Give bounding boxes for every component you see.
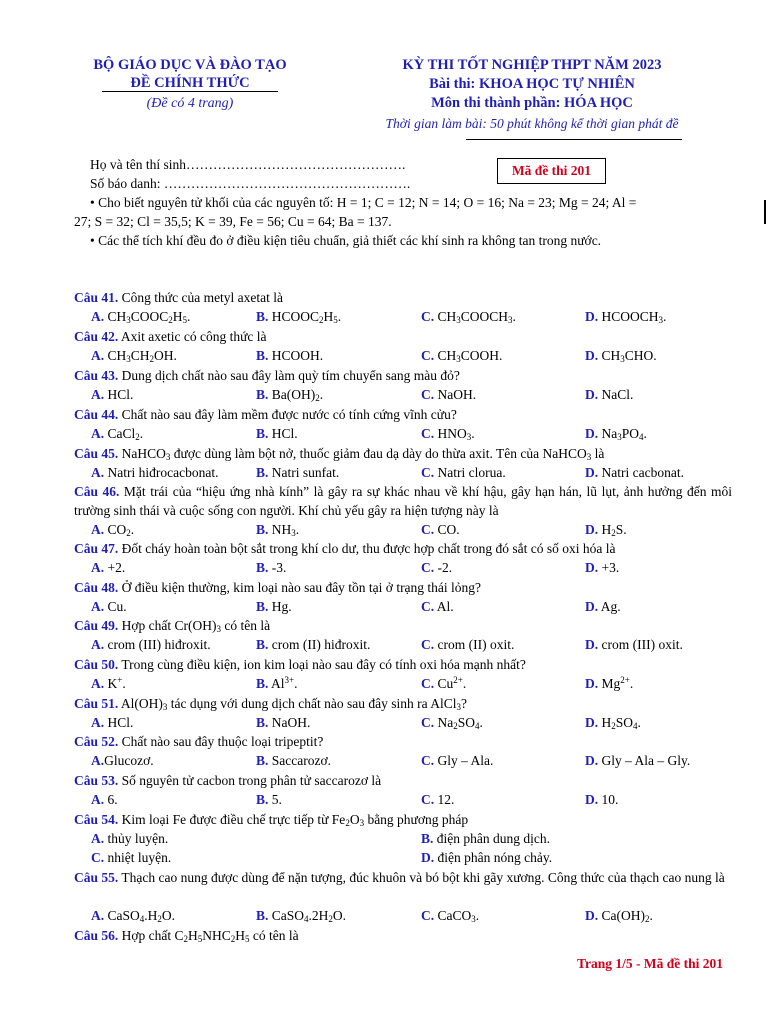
option-text: thủy luyện. bbox=[104, 831, 169, 846]
option-key: D. bbox=[585, 753, 599, 768]
answer-option-c[interactable] bbox=[421, 713, 483, 732]
question-number: Câu 52. bbox=[74, 734, 119, 749]
option-text: HCl. bbox=[104, 715, 134, 730]
time-note: Thời gian làm bài: 50 phút không kể thời gian phát đề bbox=[385, 116, 679, 131]
question-49 bbox=[74, 616, 270, 635]
option-key: C. bbox=[421, 387, 435, 402]
option-text: Hg. bbox=[268, 599, 292, 614]
question-text: Thạch cao nung được dùng để nặn tượng, đúc khuôn và bó bột khi gãy xương. Công thức của thạch cao nung là bbox=[118, 870, 725, 885]
option-key: D. bbox=[585, 522, 599, 537]
option-text: Cu. bbox=[104, 599, 127, 614]
option-key: B. bbox=[256, 637, 269, 652]
question-text: Mặt trái của “hiệu ứng nhà kính” là gây ra sự khác nhau về khí hậu, gây hạn hán, lũ lụt, ảnh hưởng đến môi trường sinh thái và cuộc sống con người. Khí chủ yếu gây ra hiện tượng này là bbox=[74, 484, 732, 518]
answer-option-a[interactable] bbox=[91, 674, 126, 693]
option-text: crom (III) oxit. bbox=[598, 637, 683, 652]
option-key: C. bbox=[421, 522, 435, 537]
option-text: $CH_3COOH$. bbox=[434, 348, 503, 364]
answer-option-c[interactable] bbox=[91, 848, 171, 867]
answer-option-d[interactable] bbox=[585, 346, 657, 365]
question-55 bbox=[74, 868, 732, 887]
question-number: Câu 44. bbox=[74, 407, 119, 422]
option-key: A. bbox=[91, 831, 105, 846]
question-number: Câu 49. bbox=[74, 618, 119, 633]
question-44 bbox=[74, 405, 457, 424]
answer-option-c[interactable] bbox=[421, 424, 475, 443]
option-key: B. bbox=[256, 522, 269, 537]
option-key: D. bbox=[585, 387, 599, 402]
exam-code: Mã đề thi 201 bbox=[511, 163, 592, 178]
option-key: B. bbox=[256, 753, 269, 768]
question-52 bbox=[74, 732, 323, 751]
option-text: $CH_3CHO$. bbox=[598, 348, 657, 364]
answer-option-b[interactable] bbox=[256, 558, 286, 577]
answer-option-b[interactable] bbox=[256, 346, 323, 365]
question-number: Câu 56. bbox=[74, 928, 119, 943]
question-54 bbox=[74, 810, 468, 829]
option-text: $CH_3COOC_2H_5$. bbox=[104, 309, 191, 325]
question-text: Dung dịch chất nào sau đây làm quỳ tím chuyển sang màu đỏ? bbox=[118, 368, 460, 383]
answer-option-d[interactable] bbox=[585, 674, 633, 693]
pages-note: (Đề có 4 trang) bbox=[146, 96, 234, 111]
answer-option-b[interactable] bbox=[256, 635, 370, 654]
option-key: C. bbox=[421, 348, 435, 363]
answer-option-d[interactable] bbox=[585, 635, 683, 654]
question-text: Công thức của metyl axetat là bbox=[118, 290, 284, 305]
question-text: $Al(OH)_3$ tác dụng với dung dịch chất nào sau đây sinh ra AlCl$_3$? bbox=[118, 696, 467, 712]
answer-option-d[interactable] bbox=[585, 790, 618, 809]
question-46 bbox=[74, 482, 732, 520]
option-text: +3. bbox=[598, 560, 620, 575]
option-key: D. bbox=[585, 792, 599, 807]
option-text: Gly – Ala – Gly. bbox=[598, 753, 691, 768]
option-key: A. bbox=[91, 465, 105, 480]
option-key: C. bbox=[421, 715, 435, 730]
answer-option-c[interactable] bbox=[421, 385, 476, 404]
answer-option-a[interactable] bbox=[91, 790, 118, 809]
option-key: B. bbox=[256, 676, 269, 691]
answer-option-d[interactable] bbox=[585, 751, 690, 770]
answer-option-c[interactable] bbox=[421, 751, 493, 770]
answer-option-b[interactable] bbox=[256, 385, 323, 404]
option-text: 5. bbox=[268, 792, 282, 807]
question-text: Đốt cháy hoàn toàn bột sắt trong khí clo dư, thu được hợp chất trong đó sắt có số oxi hóa là bbox=[118, 541, 616, 556]
option-key: C. bbox=[91, 850, 105, 865]
option-key: A. bbox=[91, 792, 105, 807]
question-47 bbox=[74, 539, 615, 558]
option-key: A. bbox=[91, 348, 105, 363]
option-text: K+. bbox=[104, 675, 126, 691]
answer-option-b[interactable] bbox=[256, 424, 298, 443]
answer-option-c[interactable] bbox=[421, 307, 516, 326]
option-text: $Na_3PO_4$. bbox=[598, 426, 647, 442]
option-text: $Ca(OH)_2$. bbox=[598, 908, 653, 924]
question-text: Chất nào sau đây thuộc loại tripeptit? bbox=[118, 734, 324, 749]
answer-option-b[interactable] bbox=[256, 520, 299, 539]
option-key: B. bbox=[256, 792, 269, 807]
option-key: A. bbox=[91, 753, 105, 768]
option-key: D. bbox=[585, 426, 599, 441]
answer-option-c[interactable] bbox=[421, 906, 479, 925]
ministry-name: BỘ GIÁO DỤC VÀ ĐÀO TẠO bbox=[93, 57, 287, 73]
answer-option-c[interactable] bbox=[421, 635, 514, 654]
question-53 bbox=[74, 771, 381, 790]
option-text: $HCOOCH_3$. bbox=[598, 309, 667, 325]
question-number: Câu 48. bbox=[74, 580, 119, 595]
option-key: C. bbox=[421, 309, 435, 324]
question-number: Câu 41. bbox=[74, 290, 119, 305]
option-text: $Al^{3+}$. bbox=[268, 675, 298, 691]
option-key: B. bbox=[256, 560, 269, 575]
answer-option-d[interactable] bbox=[585, 520, 627, 539]
margin-mark bbox=[764, 200, 766, 224]
answer-option-d[interactable] bbox=[585, 424, 647, 443]
answer-option-d[interactable] bbox=[585, 385, 633, 404]
option-text: HCl. bbox=[104, 387, 134, 402]
question-text: Kim loại Fe được điều chế trực tiếp từ $Fe_2O_3$ bằng phương pháp bbox=[118, 812, 469, 828]
option-text: HCl. bbox=[268, 426, 298, 441]
option-text: Saccarozơ. bbox=[268, 753, 331, 768]
option-key: A. bbox=[91, 715, 105, 730]
answer-option-a[interactable] bbox=[91, 307, 190, 326]
answer-option-a[interactable] bbox=[91, 751, 154, 770]
answer-option-b[interactable] bbox=[256, 790, 282, 809]
subject-line: Bài thi: KHOA HỌC TỰ NHIÊN bbox=[429, 76, 635, 92]
question-text: Axit axetic có công thức là bbox=[118, 329, 267, 344]
option-key: C. bbox=[421, 465, 435, 480]
answer-option-c[interactable] bbox=[421, 520, 460, 539]
option-key: A. bbox=[91, 426, 105, 441]
option-key: A. bbox=[91, 522, 105, 537]
question-text: Hợp chất $C_2H_5NHC_2H_5$ có tên là bbox=[118, 928, 299, 944]
atomic-mass-line-2: 27; S = 32; Cl = 35,5; K = 39, Fe = 56; Cu = 64; Ba = 137. bbox=[74, 214, 392, 229]
answer-option-b[interactable] bbox=[256, 751, 331, 770]
answer-option-a[interactable] bbox=[91, 829, 168, 848]
option-key: D. bbox=[585, 676, 599, 691]
answer-option-b[interactable] bbox=[256, 906, 346, 925]
option-key: D. bbox=[585, 599, 599, 614]
option-text: $Mg^{2+}$. bbox=[598, 675, 634, 691]
option-text: $CaSO_4.H_2O$. bbox=[104, 908, 176, 924]
option-text: điện phân dung dịch. bbox=[433, 831, 550, 846]
option-text: Ag. bbox=[598, 599, 621, 614]
candidate-name-label: Họ và tên thí sinh…………………………………………. bbox=[90, 157, 406, 172]
option-text: $Ba(OH)_2$. bbox=[268, 387, 324, 403]
option-key: D. bbox=[585, 560, 599, 575]
option-text: 10. bbox=[598, 792, 619, 807]
option-key: D. bbox=[585, 465, 599, 480]
question-text: Số nguyên tử cacbon trong phân tử saccarozơ là bbox=[118, 773, 382, 788]
option-text: crom (III) hiđroxit. bbox=[104, 637, 211, 652]
option-text: 12. bbox=[434, 792, 455, 807]
option-key: B. bbox=[256, 715, 269, 730]
answer-option-d[interactable] bbox=[585, 307, 666, 326]
option-text: NaCl. bbox=[598, 387, 634, 402]
answer-option-c[interactable] bbox=[421, 558, 452, 577]
option-key: B. bbox=[256, 348, 269, 363]
option-key: A. bbox=[91, 637, 105, 652]
option-text: $CaSO_4.2H_2O$. bbox=[268, 908, 347, 924]
question-number: Câu 53. bbox=[74, 773, 119, 788]
question-number: Câu 54. bbox=[74, 812, 119, 827]
option-text: CaCl$_2$. bbox=[104, 426, 144, 442]
option-text: 6. bbox=[104, 792, 118, 807]
answer-option-a[interactable] bbox=[91, 424, 143, 443]
option-key: D. bbox=[585, 715, 599, 730]
option-key: C. bbox=[421, 560, 435, 575]
answer-option-a[interactable] bbox=[91, 597, 127, 616]
question-number: Câu 55. bbox=[74, 870, 119, 885]
option-key: B. bbox=[256, 908, 269, 923]
option-key: C. bbox=[421, 792, 435, 807]
official-label: ĐỀ CHÍNH THỨC bbox=[102, 75, 277, 92]
answer-option-a[interactable] bbox=[91, 906, 175, 925]
answer-option-b[interactable] bbox=[256, 597, 292, 616]
question-41 bbox=[74, 288, 283, 307]
question-text: Chất nào sau đây làm mềm được nước có tính cứng vĩnh cửu? bbox=[118, 407, 457, 422]
option-text: NaOH. bbox=[268, 715, 311, 730]
answer-option-a[interactable] bbox=[91, 520, 134, 539]
answer-option-b[interactable] bbox=[256, 674, 297, 693]
option-text: -3. bbox=[268, 560, 287, 575]
answer-option-a[interactable] bbox=[91, 713, 133, 732]
question-42 bbox=[74, 327, 267, 346]
option-text: Al. bbox=[434, 599, 454, 614]
option-text: nhiệt luyện. bbox=[104, 850, 172, 865]
answer-option-d[interactable] bbox=[585, 597, 621, 616]
option-key: A. bbox=[91, 387, 105, 402]
option-text: crom (II) oxit. bbox=[434, 637, 515, 652]
option-key: D. bbox=[585, 309, 599, 324]
answer-option-c[interactable] bbox=[421, 674, 466, 693]
option-text: -2. bbox=[434, 560, 453, 575]
answer-option-c[interactable] bbox=[421, 463, 506, 482]
option-text: Gly – Ala. bbox=[434, 753, 494, 768]
option-key: D. bbox=[421, 850, 435, 865]
option-key: A. bbox=[91, 309, 105, 324]
answer-option-a[interactable] bbox=[91, 635, 211, 654]
option-key: A. bbox=[91, 908, 105, 923]
question-50 bbox=[74, 655, 526, 674]
question-56 bbox=[74, 926, 299, 945]
option-key: A. bbox=[91, 676, 105, 691]
option-text: CO. bbox=[434, 522, 460, 537]
question-number: Câu 42. bbox=[74, 329, 119, 344]
option-text: +2. bbox=[104, 560, 126, 575]
question-number: Câu 50. bbox=[74, 657, 119, 672]
option-key: B. bbox=[256, 309, 269, 324]
option-key: C. bbox=[421, 908, 435, 923]
atomic-mass-line-1: • Cho biết nguyên tử khối của các nguyên tố: H = 1; C = 12; N = 14; O = 16; Na = 23; Mg = 24; Al = bbox=[90, 195, 637, 210]
option-text: $Na_2SO_4$. bbox=[434, 715, 483, 731]
answer-option-b[interactable] bbox=[256, 713, 310, 732]
option-text: Natri clorua. bbox=[434, 465, 506, 480]
answer-option-b[interactable] bbox=[256, 463, 339, 482]
gas-note: • Các thể tích khí đều đo ở điều kiện tiêu chuẩn, giả thiết các khí sinh ra không tan trong nước. bbox=[90, 233, 602, 248]
option-key: A. bbox=[91, 599, 105, 614]
option-key: B. bbox=[256, 465, 269, 480]
question-text: NaHCO$_3$ được dùng làm bột nở, thuốc giảm đau dạ dày do thừa axit. Tên của NaHCO$_3$ là bbox=[118, 446, 605, 462]
question-text: Ở điều kiện thường, kim loại nào sau đây tồn tại ở trạng thái lỏng? bbox=[118, 580, 482, 595]
answer-option-d[interactable] bbox=[585, 463, 684, 482]
option-key: D. bbox=[585, 348, 599, 363]
option-text: Natri hiđrocacbonat. bbox=[104, 465, 219, 480]
option-text: $HNO_3$. bbox=[434, 426, 475, 442]
option-key: C. bbox=[421, 753, 435, 768]
exam-title: KỲ THI TỐT NGHIỆP THPT NĂM 2023 bbox=[402, 57, 662, 73]
answer-option-c[interactable] bbox=[421, 790, 454, 809]
option-key: B. bbox=[256, 387, 269, 402]
option-key: C. bbox=[421, 599, 435, 614]
option-text: $CH_3CH_2OH$. bbox=[104, 348, 177, 364]
option-text: HCOOH. bbox=[268, 348, 324, 363]
answer-option-a[interactable] bbox=[91, 385, 133, 404]
option-key: D. bbox=[585, 637, 599, 652]
option-key: B. bbox=[256, 426, 269, 441]
answer-option-d[interactable] bbox=[585, 906, 653, 925]
question-number: Câu 45. bbox=[74, 446, 119, 461]
option-key: A. bbox=[91, 560, 105, 575]
option-text: Glucozơ. bbox=[104, 753, 154, 768]
question-45 bbox=[74, 444, 604, 463]
option-text: $Cu^{2+}$. bbox=[434, 675, 467, 691]
answer-option-a[interactable] bbox=[91, 463, 218, 482]
question-text: Trong cùng điều kiện, ion kim loại nào sau đây có tính oxi hóa mạnh nhất? bbox=[118, 657, 526, 672]
option-key: B. bbox=[421, 831, 434, 846]
header-rule bbox=[466, 139, 682, 140]
option-text: $NH_3$. bbox=[268, 522, 300, 538]
option-text: $HCOOC_2H_5$. bbox=[268, 309, 342, 325]
option-key: C. bbox=[421, 676, 435, 691]
option-text: CaCO$_3$. bbox=[434, 908, 480, 924]
answer-option-a[interactable] bbox=[91, 558, 125, 577]
answer-option-c[interactable] bbox=[421, 346, 502, 365]
candidate-id-label: Số báo danh: ………………………………………………. bbox=[90, 176, 411, 191]
component-line: Môn thi thành phần: HÓA HỌC bbox=[431, 95, 633, 111]
question-number: Câu 51. bbox=[74, 696, 119, 711]
option-text: điện phân nóng chảy. bbox=[434, 850, 553, 865]
question-43 bbox=[74, 366, 460, 385]
option-key: D. bbox=[585, 908, 599, 923]
option-text: $H_2S$. bbox=[598, 522, 627, 538]
option-text: $CO_2$. bbox=[104, 522, 135, 538]
question-number: Câu 46. bbox=[74, 484, 120, 499]
question-51 bbox=[74, 694, 467, 713]
option-key: C. bbox=[421, 637, 435, 652]
question-number: Câu 47. bbox=[74, 541, 119, 556]
option-key: C. bbox=[421, 426, 435, 441]
answer-option-b[interactable] bbox=[256, 307, 341, 326]
question-text: Hợp chất $Cr(OH)_3$ có tên là bbox=[118, 618, 271, 634]
question-48 bbox=[74, 578, 481, 597]
page-footer: Trang 1/5 - Mã đề thi 201 bbox=[577, 956, 723, 971]
answer-option-d[interactable] bbox=[585, 558, 619, 577]
option-key: B. bbox=[256, 599, 269, 614]
answer-option-d[interactable] bbox=[585, 713, 641, 732]
exam-code-box bbox=[497, 158, 606, 184]
answer-option-b[interactable] bbox=[421, 829, 550, 848]
answer-option-d[interactable] bbox=[421, 848, 552, 867]
option-text: Natri sunfat. bbox=[268, 465, 340, 480]
option-text: NaOH. bbox=[434, 387, 477, 402]
option-text: $H_2SO_4$. bbox=[598, 715, 641, 731]
answer-option-a[interactable] bbox=[91, 346, 177, 365]
option-text: Natri cacbonat. bbox=[598, 465, 684, 480]
question-number: Câu 43. bbox=[74, 368, 119, 383]
option-text: crom (II) hiđroxit. bbox=[268, 637, 371, 652]
answer-option-c[interactable] bbox=[421, 597, 454, 616]
option-text: $CH_3COOCH_3$. bbox=[434, 309, 516, 325]
